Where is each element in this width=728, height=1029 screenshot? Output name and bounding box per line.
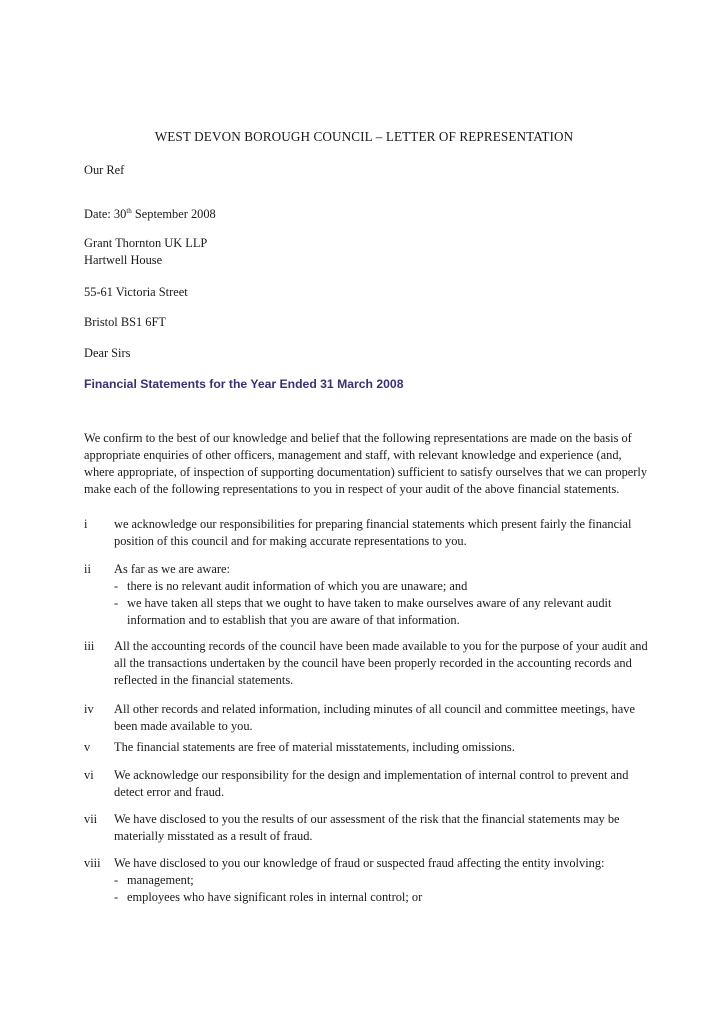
letter-date: Date: 30th September 2008 xyxy=(84,206,216,221)
item-text: We acknowledge our responsibility for the design and implementation of internal control to prevent and detect error and fraud. xyxy=(114,768,629,799)
sub-item-text: there is no relevant audit information of which you are unaware; and xyxy=(127,579,468,593)
item-text: All other records and related information, including minutes of all council and committee meetings, have been made available to you. xyxy=(114,702,635,733)
address-street: 55-61 Victoria Street xyxy=(84,285,188,299)
item-number: vi xyxy=(84,768,94,782)
dash-bullet: - xyxy=(114,890,119,904)
item-text: As far as we are aware: xyxy=(114,562,230,576)
representation-item xyxy=(84,739,654,756)
sub-list xyxy=(114,578,654,629)
representation-item xyxy=(84,516,654,550)
representation-item xyxy=(84,811,654,845)
intro-paragraph: We confirm to the best of our knowledge and belief that the following representations are made on the basis of appropriate enquiries of other officers, management and staff, with relevant knowledge and experience (and, where appropriate, of inspection of supporting documentation) sufficient to satisfy ourselves that we can properly make each of the following representations to you in respect of your audit of the above financial statements. xyxy=(84,431,648,496)
item-content xyxy=(114,561,654,629)
item-content xyxy=(114,516,654,550)
representation-item xyxy=(84,855,654,906)
recipient-address xyxy=(84,235,654,269)
sub-item-text: management; xyxy=(127,873,194,887)
item-content xyxy=(114,811,654,845)
sub-item-text: we have taken all steps that we ought to have taken to make ourselves aware of any relevant audit information and to establish that you are aware of that information. xyxy=(127,596,612,627)
item-content xyxy=(114,638,654,689)
sub-item xyxy=(114,872,654,889)
address-line: Grant Thornton UK LLP xyxy=(84,236,208,250)
representation-item xyxy=(84,767,654,801)
item-number: viii xyxy=(84,856,101,870)
sub-item xyxy=(114,595,654,629)
item-text: We have disclosed to you our knowledge of fraud or suspected fraud affecting the entity involving: xyxy=(114,856,605,870)
address-line: Hartwell House xyxy=(84,253,163,267)
item-number: iv xyxy=(84,702,94,716)
dash-bullet: - xyxy=(114,596,119,610)
item-content xyxy=(114,739,654,756)
representation-item xyxy=(84,701,654,735)
representation-item xyxy=(84,638,654,689)
dash-bullet: - xyxy=(114,579,119,593)
sub-item-text: employees who have significant roles in internal control; or xyxy=(127,890,423,904)
item-text: All the accounting records of the council have been made available to you for the purpose of your audit and all the transactions undertaken by the council have been properly recorded in the accounting records and reflected in the financial statements. xyxy=(114,639,648,687)
sub-item xyxy=(114,889,654,906)
our-ref: Our Ref xyxy=(84,163,125,177)
subject-heading: Financial Statements for the Year Ended 31 March 2008 xyxy=(84,377,404,391)
item-content xyxy=(114,855,654,906)
item-content xyxy=(114,767,654,801)
item-number: vii xyxy=(84,812,98,826)
item-number: v xyxy=(84,740,91,754)
item-text: We have disclosed to you the results of our assessment of the risk that the financial statements may be materially misstated as a result of fraud. xyxy=(114,812,620,843)
representation-item xyxy=(84,561,654,629)
sub-list xyxy=(114,872,654,906)
item-text: The financial statements are free of material misstatements, including omissions. xyxy=(114,740,515,754)
page-title: WEST DEVON BOROUGH COUNCIL – LETTER OF REPRESENTATION xyxy=(154,129,574,144)
item-content xyxy=(114,701,654,735)
sub-item xyxy=(114,578,654,595)
address-city: Bristol BS1 6FT xyxy=(84,315,166,329)
item-text: we acknowledge our responsibilities for preparing financial statements which present fairly the financial position of this council and for making accurate representations to you. xyxy=(114,517,632,548)
item-number: i xyxy=(84,517,88,531)
item-number: ii xyxy=(84,562,91,576)
item-number: iii xyxy=(84,639,95,653)
dash-bullet: - xyxy=(114,873,119,887)
salutation: Dear Sirs xyxy=(84,346,131,360)
